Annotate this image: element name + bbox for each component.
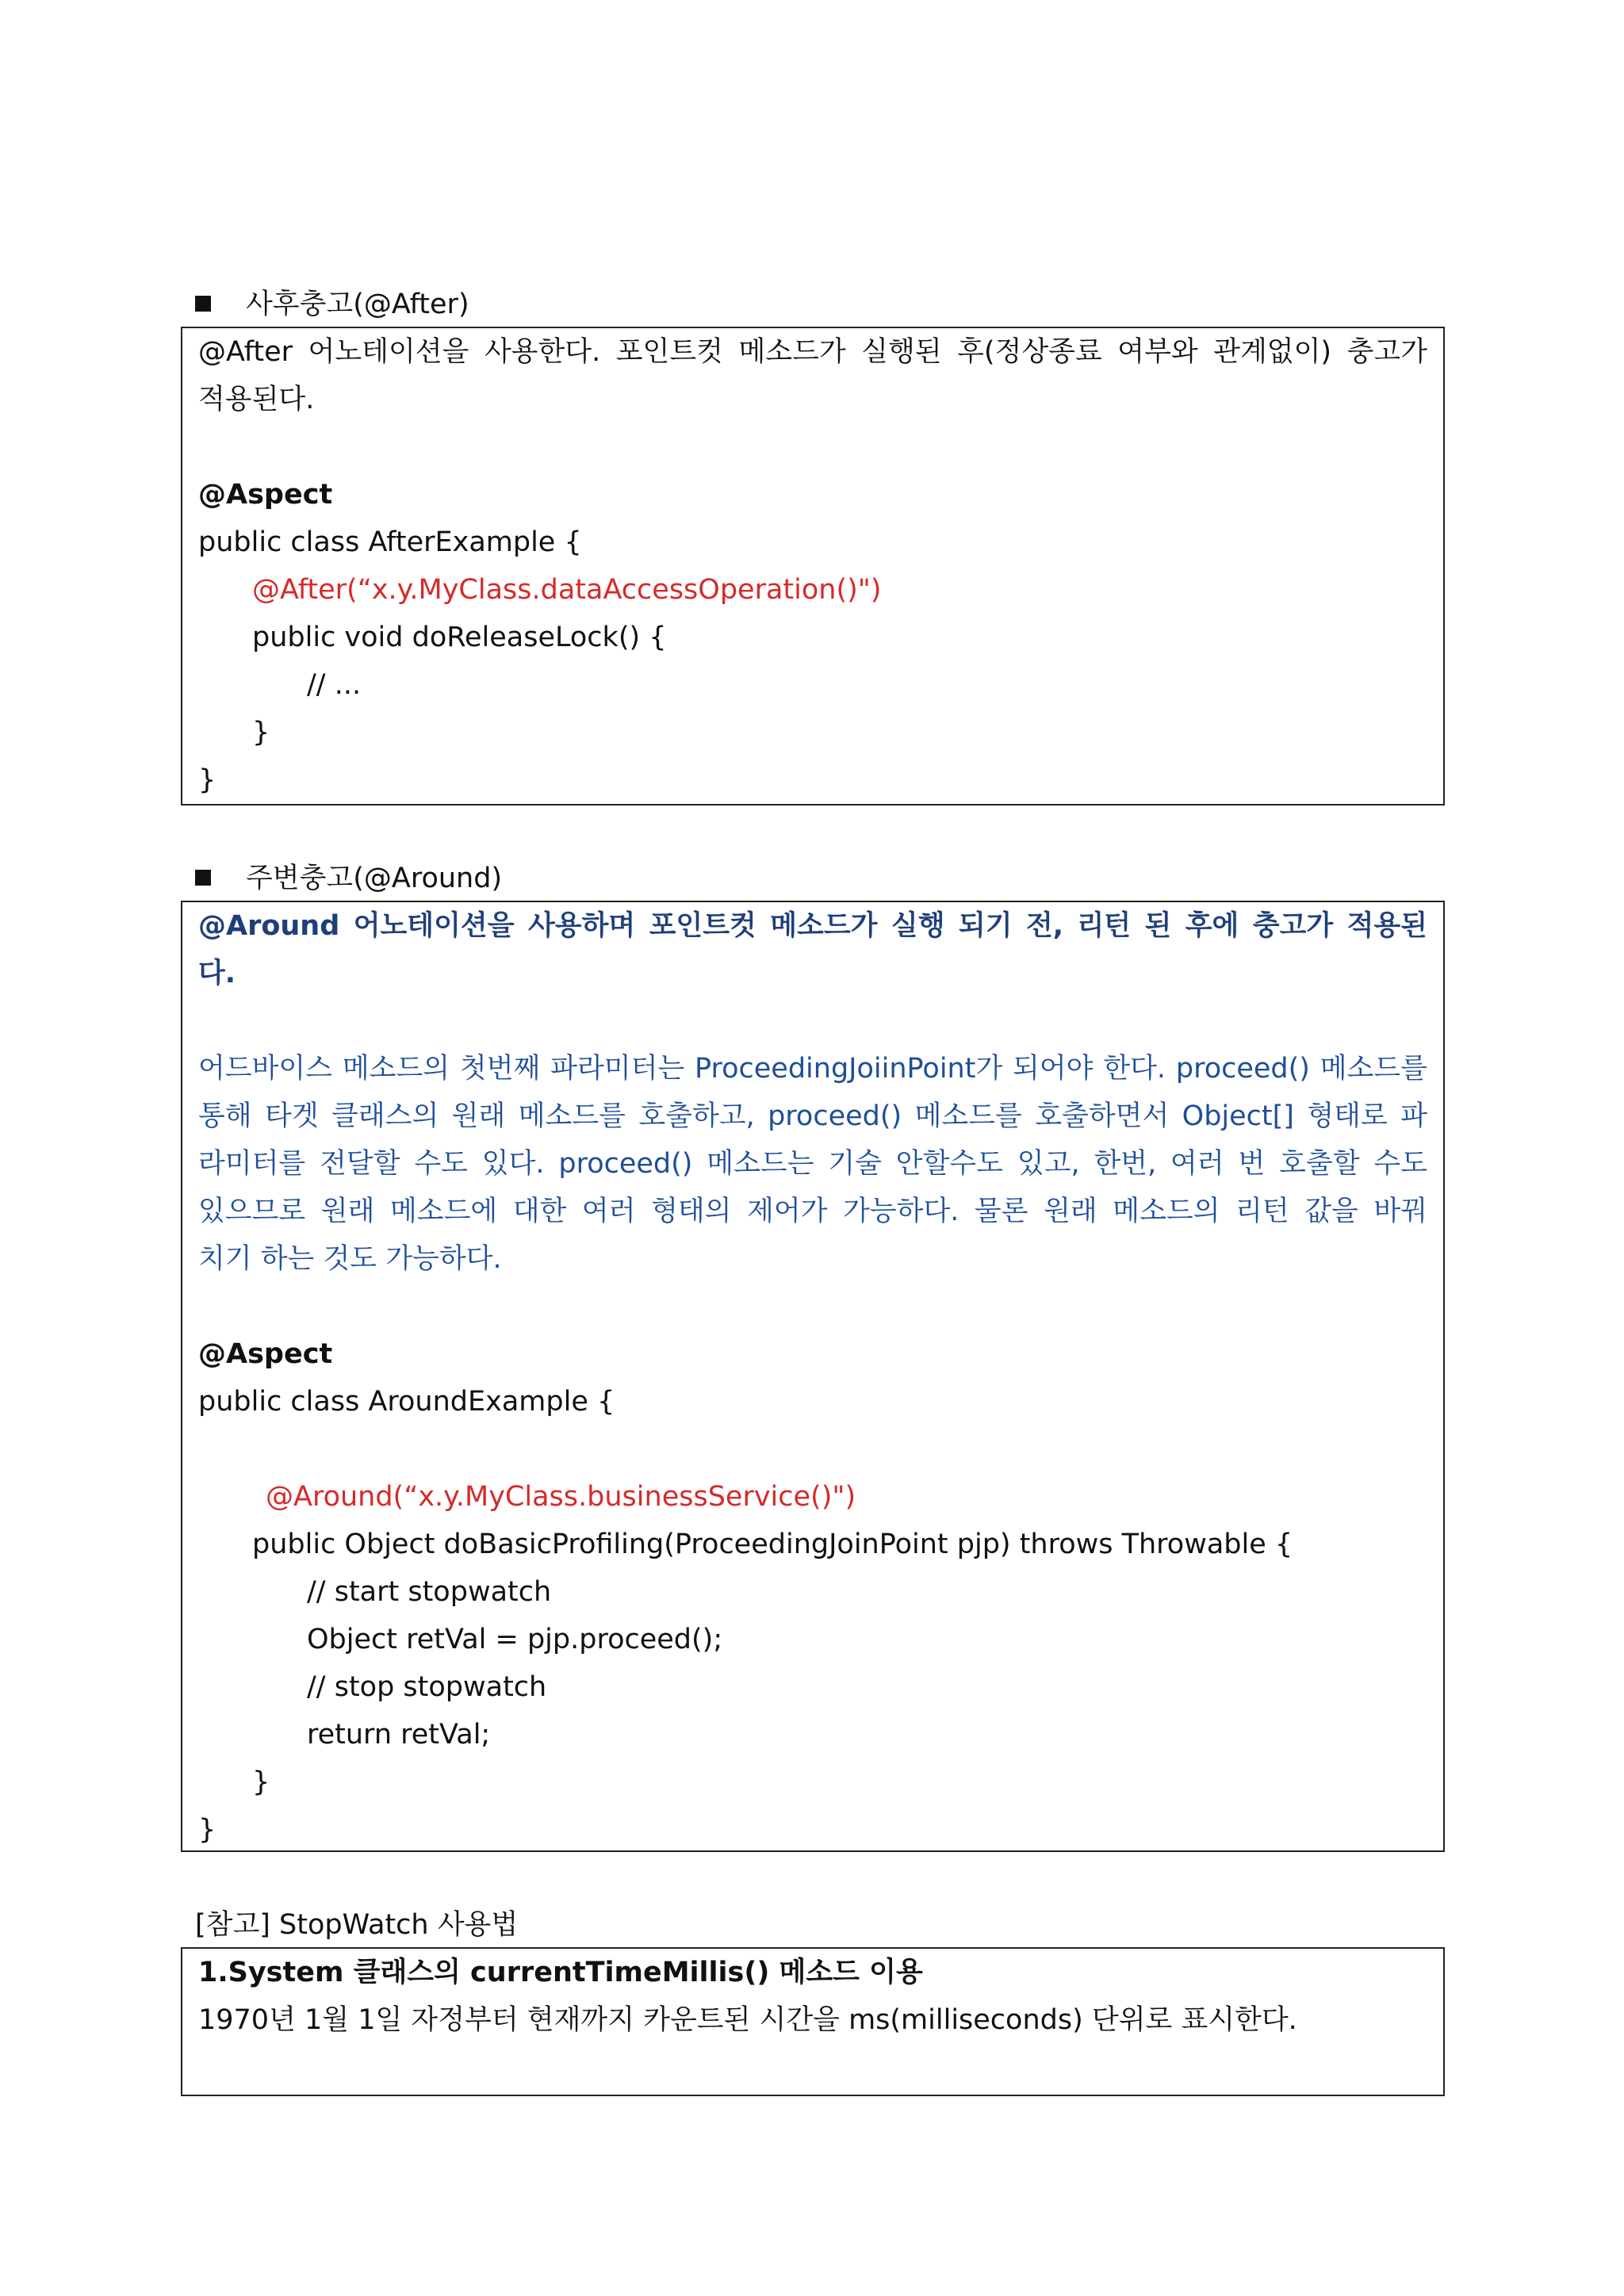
code-class-declaration: public class AroundExample {: [198, 1386, 615, 1418]
reference-content-box: [181, 1947, 1445, 2096]
code-comment: // ...: [307, 669, 362, 701]
spacer: [198, 1425, 1427, 1473]
reference-description: 1970년 1월 1일 자정부터 현재까지 카운트된 시간을 ms(milliseconds) 단위로 표시한다.: [198, 2004, 1297, 2036]
code-class-declaration: public class AfterExample {: [198, 526, 582, 558]
around-para-line: 치기 하는 것도 가능하다.: [198, 1243, 502, 1275]
reference-heading: [195, 1909, 518, 1941]
around-para-line: 어드바이스 메소드의 첫번째 파라미터는 ProceedingJoiinPoint가 되어야 한다. proceed() 메소드를: [198, 1053, 1427, 1085]
around-section-heading: [195, 863, 502, 894]
code-advice-annotation: @After(“x.y.MyClass.dataAccessOperation()"): [252, 574, 882, 606]
reference-heading-text: [참고] StopWatch 사용법: [195, 1909, 519, 1941]
code-line: // start stopwatch: [307, 1576, 552, 1608]
code-advice-annotation: @Around(“x.y.MyClass.businessService()"): [266, 1481, 856, 1513]
code-line: // stop stopwatch: [307, 1671, 547, 1703]
reference-title: 1.System 클래스의 currentTimeMillis() 메소드 이용: [198, 1957, 923, 1988]
code-line: return retVal;: [307, 1719, 491, 1751]
around-intro-line: @Around 어노테이션을 사용하며 포인트컷 메소드가 실행 되기 전, 리턴 된 후에 충고가 적용된: [198, 910, 1427, 942]
code-method-declaration: public void doReleaseLock() {: [252, 622, 667, 653]
around-heading-text: 주변충고(@Around): [246, 863, 503, 894]
code-class-close: }: [198, 1814, 216, 1846]
around-content-box: [181, 901, 1445, 1852]
around-para-line: 라미터를 전달할 수도 있다. proceed() 메소드는 기술 안할수도 있고, 한번, 여러 번 호출할 수도: [198, 1148, 1427, 1180]
code-annotation: @Aspect: [198, 479, 333, 511]
code-method-close: }: [252, 717, 270, 748]
after-heading-text: 사후충고(@After): [246, 289, 469, 320]
code-method-close: }: [252, 1766, 270, 1798]
after-content-box: [181, 327, 1445, 806]
after-section-heading: [195, 289, 469, 320]
code-class-close: }: [198, 764, 216, 796]
after-desc-line: @After 어노테이션을 사용한다. 포인트컷 메소드가 실행된 후(정상종료 여부와 관계없이) 충고가: [198, 336, 1427, 368]
code-annotation: @Aspect: [198, 1338, 333, 1370]
square-bullet-icon: [195, 870, 211, 886]
around-para-line: 통해 타겟 클래스의 원래 메소드를 호출하고, proceed() 메소드를 호출하면서 Object[] 형태로 파: [198, 1100, 1427, 1132]
code-method-declaration: public Object doBasicProfiling(ProceedingJoinPoint pjp) throws Throwable {: [252, 1529, 1293, 1560]
spacer: [198, 423, 1427, 471]
after-desc-line: 적용된다.: [198, 384, 315, 415]
code-line: Object retVal = pjp.proceed();: [307, 1624, 723, 1655]
spacer: [198, 1283, 1427, 1330]
spacer: [198, 997, 1427, 1045]
square-bullet-icon: [195, 296, 211, 312]
around-para-line: 있으므로 원래 메소드에 대한 여러 형태의 제어가 가능하다. 물론 원래 메소드의 리턴 값을 바꿔: [198, 1196, 1427, 1227]
around-intro-line: 다.: [198, 958, 236, 989]
